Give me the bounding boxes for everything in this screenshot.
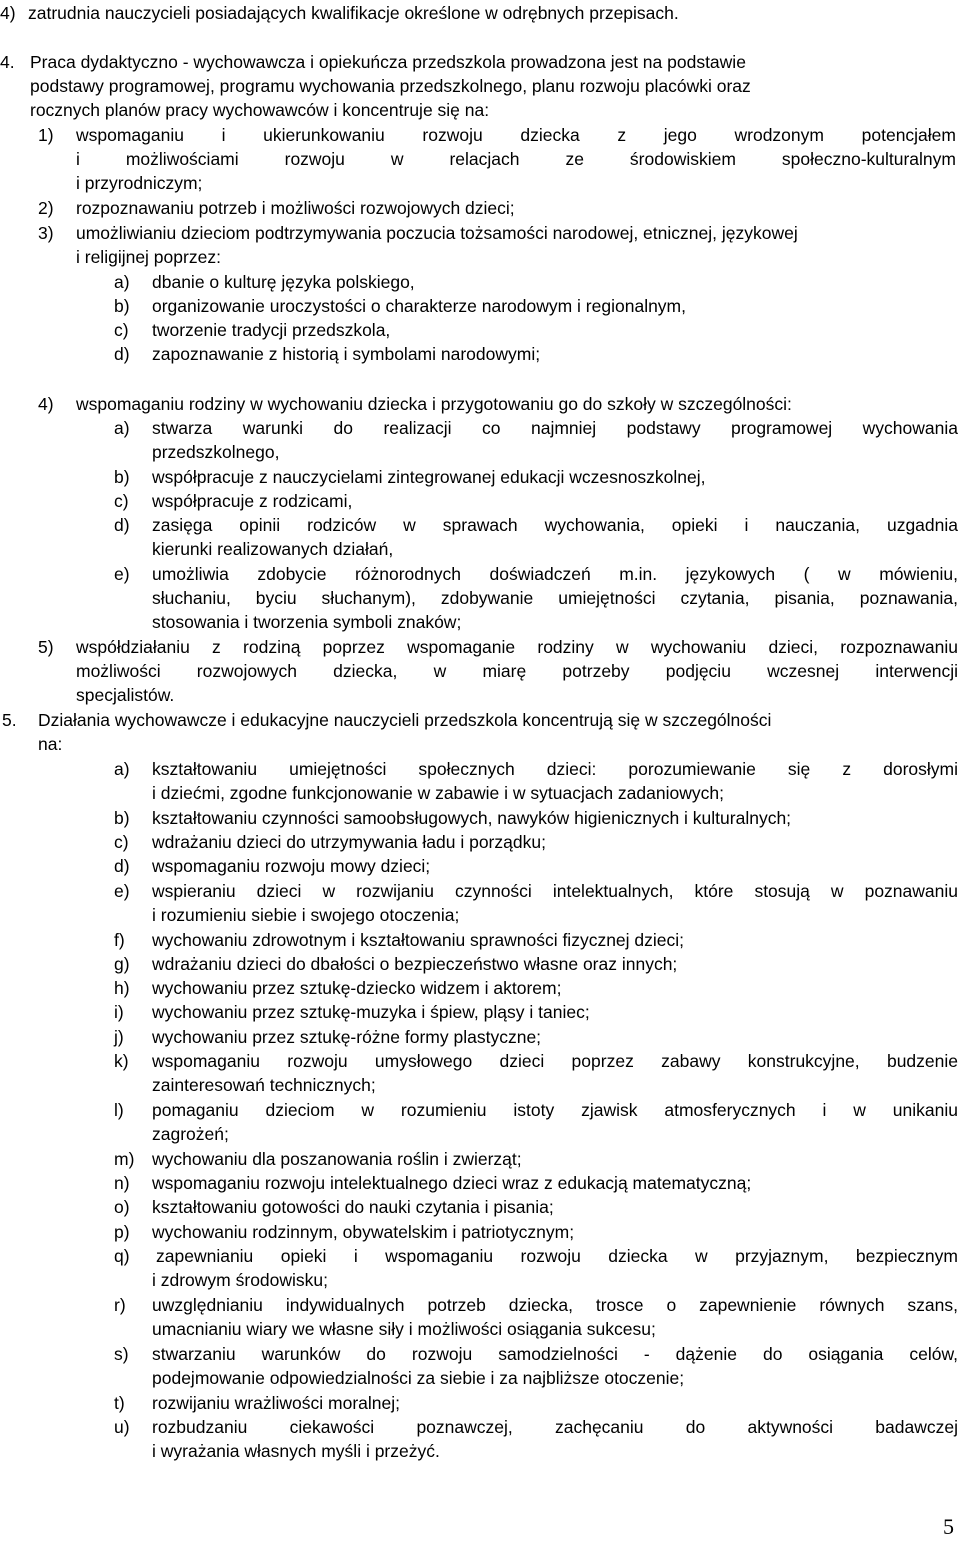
item-line: i przyrodniczym; <box>76 173 203 193</box>
item-line: wspomaganiu rodziny w wychowaniu dziecka i przygotowaniu go do szkoły w szczególności: <box>76 394 792 414</box>
subitem-line: umacnianiu wiary we własne siły i możliwości osiągania sukcesu; <box>152 1319 656 1339</box>
subitem-label: r) <box>114 1295 126 1315</box>
item-line: współdziałaniu z rodziną poprzez wspomaganie rodziny w wychowaniu dzieci, rozpoznawaniu <box>76 637 958 657</box>
item-label: 4) <box>0 3 16 23</box>
subitem-label: c) <box>114 320 129 340</box>
section-number: 4. <box>0 52 15 72</box>
subitem-line: stwarza warunki do realizacji co najmniej podstawy programowej wychowania <box>152 418 958 438</box>
subitem-line: kształtowaniu umiejętności społecznych dzieci: porozumiewanie się z dorosłymi <box>152 759 958 779</box>
subitem-line: rozwijaniu wrażliwości moralnej; <box>152 1393 400 1413</box>
subitem-label: c) <box>114 491 129 511</box>
subitem-line: zapewnianiu opieki i wspomaganiu rozwoju dziecka w przyjaznym, bezpiecznym <box>156 1246 958 1266</box>
subitem-label: s) <box>114 1344 129 1364</box>
subitem-label: k) <box>114 1051 129 1071</box>
subitem-line: uwzględnianiu indywidualnych potrzeb dziecka, trosce o zapewnienie równych szans, <box>152 1295 958 1315</box>
item-label: 1) <box>38 125 54 145</box>
section-intro-line: podstawy programowej, programu wychowania przedszkolnego, planu rozwoju placówki oraz <box>30 76 751 96</box>
subitem-line: wdrażaniu dzieci do dbałości o bezpieczeństwo własne oraz innych; <box>152 954 678 974</box>
item-line: możliwości rozwojowych dziecka, w miarę potrzeby podjęciu wczesnej interwencji <box>76 661 958 681</box>
subitem-line: zagrożeń; <box>152 1124 229 1144</box>
section-intro-line: Praca dydaktyczno - wychowawcza i opiekuńcza przedszkola prowadzona jest na podstawie <box>30 52 746 72</box>
subitem-line: kształtowaniu gotowości do nauki czytania i pisania; <box>152 1197 554 1217</box>
subitem-label: c) <box>114 832 129 852</box>
section-intro-line: na: <box>38 734 63 754</box>
item-line: specjalistów. <box>76 685 175 705</box>
subitem-label: p) <box>114 1222 130 1242</box>
page-number: 5 <box>943 1514 954 1539</box>
item-line: i religijnej poprzez: <box>76 247 221 267</box>
subitem-line: zainteresowań technicznych; <box>152 1075 376 1095</box>
item-label: 2) <box>38 198 54 218</box>
section-number: 5. <box>2 710 17 730</box>
subitem-label: q) <box>114 1246 130 1266</box>
subitem-line: wspomaganiu rozwoju intelektualnego dzieci wraz z edukacją matematyczną; <box>152 1173 752 1193</box>
subitem-line: i wyrażania własnych myśli i przeżyć. <box>152 1441 440 1461</box>
subitem-line: dbanie o kulturę języka polskiego, <box>152 272 415 292</box>
subitem-line: i zdrowym środowisku; <box>152 1270 329 1290</box>
subitem-line: wspomaganiu rozwoju umysłowego dzieci poprzez zabawy konstrukcyjne, budzenie <box>152 1051 958 1071</box>
subitem-label: f) <box>114 930 125 950</box>
subitem-line: umożliwia zdobycie różnorodnych doświadczeń m.in. językowych ( w mówieniu, <box>152 564 958 584</box>
subitem-label: a) <box>114 272 130 292</box>
subitem-line: współpracuje z rodzicami, <box>152 491 353 511</box>
subitem-line: zapoznawanie z historią i symbolami narodowymi; <box>152 344 541 364</box>
subitem-line: kształtowaniu czynności samoobsługowych, nawyków higienicznych i kulturalnych; <box>152 808 792 828</box>
subitem-line: stosowania i tworzenia symboli znaków; <box>152 612 462 632</box>
item-label: 3) <box>38 223 54 243</box>
subitem-line: rozbudzaniu ciekawości poznawczej, zachęcaniu do aktywności badawczej <box>152 1417 958 1437</box>
subitem-label: i) <box>114 1002 124 1022</box>
subitem-label: g) <box>114 954 130 974</box>
subitem-line: wychowaniu przez sztukę-muzyka i śpiew, pląsy i taniec; <box>152 1002 590 1022</box>
subitem-label: e) <box>114 564 130 584</box>
subitem-label: h) <box>114 978 130 998</box>
section-intro-line: rocznych planów pracy wychowawców i koncentruje się na: <box>30 100 490 120</box>
subitem-line: wychowaniu rodzinnym, obywatelskim i patriotycznym; <box>152 1222 575 1242</box>
subitem-line: stwarzaniu warunków do rozwoju samodzielności - dążenie do osiągania celów, <box>152 1344 958 1364</box>
subitem-label: b) <box>114 296 130 316</box>
subitem-line: organizowanie uroczystości o charakterze narodowym i regionalnym, <box>152 296 686 316</box>
subitem-label: l) <box>114 1100 124 1120</box>
subitem-label: d) <box>114 856 130 876</box>
subitem-label: d) <box>114 515 130 535</box>
subitem-label: a) <box>114 759 130 779</box>
subitem-label: j) <box>114 1027 124 1047</box>
subitem-line: i dziećmi, zgodne funkcjonowanie w zabawie i w sytuacjach zadaniowych; <box>152 783 724 803</box>
item-label: 5) <box>38 637 54 657</box>
item-line: rozpoznawaniu potrzeb i możliwości rozwojowych dzieci; <box>76 198 515 218</box>
subitem-line: pomaganiu dzieciom w rozumieniu istoty zjawisk atmosferycznych i w unikaniu <box>152 1100 958 1120</box>
subitem-label: n) <box>114 1173 130 1193</box>
subitem-label: t) <box>114 1393 125 1413</box>
subitem-label: m) <box>114 1149 135 1169</box>
subitem-line: wspomaganiu rozwoju mowy dzieci; <box>152 856 431 876</box>
subitem-line: kierunki realizowanych działań, <box>152 539 394 559</box>
subitem-line: wdrażaniu dzieci do utrzymywania ładu i porządku; <box>152 832 546 852</box>
subitem-line: wspieraniu dzieci w rozwijaniu czynności intelektualnych, które stosują w poznawaniu <box>152 881 958 901</box>
subitem-label: o) <box>114 1197 130 1217</box>
subitem-label: b) <box>114 808 130 828</box>
item-line: umożliwianiu dzieciom podtrzymywania poczucia tożsamości narodowej, etnicznej, językowej <box>76 223 798 243</box>
subitem-label: u) <box>114 1417 130 1437</box>
subitem-line: wychowaniu przez sztukę-dziecko widzem i aktorem; <box>152 978 562 998</box>
subitem-line: wychowaniu zdrowotnym i kształtowaniu sprawności fizycznej dzieci; <box>152 930 685 950</box>
item-label: 4) <box>38 394 54 414</box>
subitem-label: b) <box>114 467 130 487</box>
subitem-label: a) <box>114 418 130 438</box>
subitem-line: wychowaniu przez sztukę-różne formy plastyczne; <box>152 1027 542 1047</box>
item-line: i możliwościami rozwoju w relacjach ze środowiskiem społeczno-kulturalnym <box>76 149 956 169</box>
subitem-line: słuchaniu, byciu słuchanym), zdobywanie umiejętności czytania, pisania, poznawania, <box>152 588 958 608</box>
subitem-line: przedszkolnego, <box>152 442 280 462</box>
subitem-line: zasięga opinii rodziców w sprawach wychowania, opieki i nauczania, uzgadnia <box>152 515 958 535</box>
subitem-line: współpracuje z nauczycielami zintegrowanej edukacji wczesnoszkolnej, <box>152 467 706 487</box>
item-text: zatrudnia nauczycieli posiadających kwalifikacje określone w odrębnych przepisach. <box>28 3 679 23</box>
item-line: wspomaganiu i ukierunkowaniu rozwoju dziecka z jego wrodzonym potencjałem <box>76 125 956 145</box>
subitem-line: i rozumieniu siebie i swojego otoczenia; <box>152 905 460 925</box>
subitem-line: tworzenie tradycji przedszkola, <box>152 320 391 340</box>
subitem-line: wychowaniu dla poszanowania roślin i zwierząt; <box>152 1149 522 1169</box>
section-intro-line: Działania wychowawcze i edukacyjne nauczycieli przedszkola koncentrują się w szczególności <box>38 710 772 730</box>
subitem-label: e) <box>114 881 130 901</box>
subitem-line: podejmowanie odpowiedzialności za siebie i za najbliższe otoczenie; <box>152 1368 685 1388</box>
subitem-label: d) <box>114 344 130 364</box>
